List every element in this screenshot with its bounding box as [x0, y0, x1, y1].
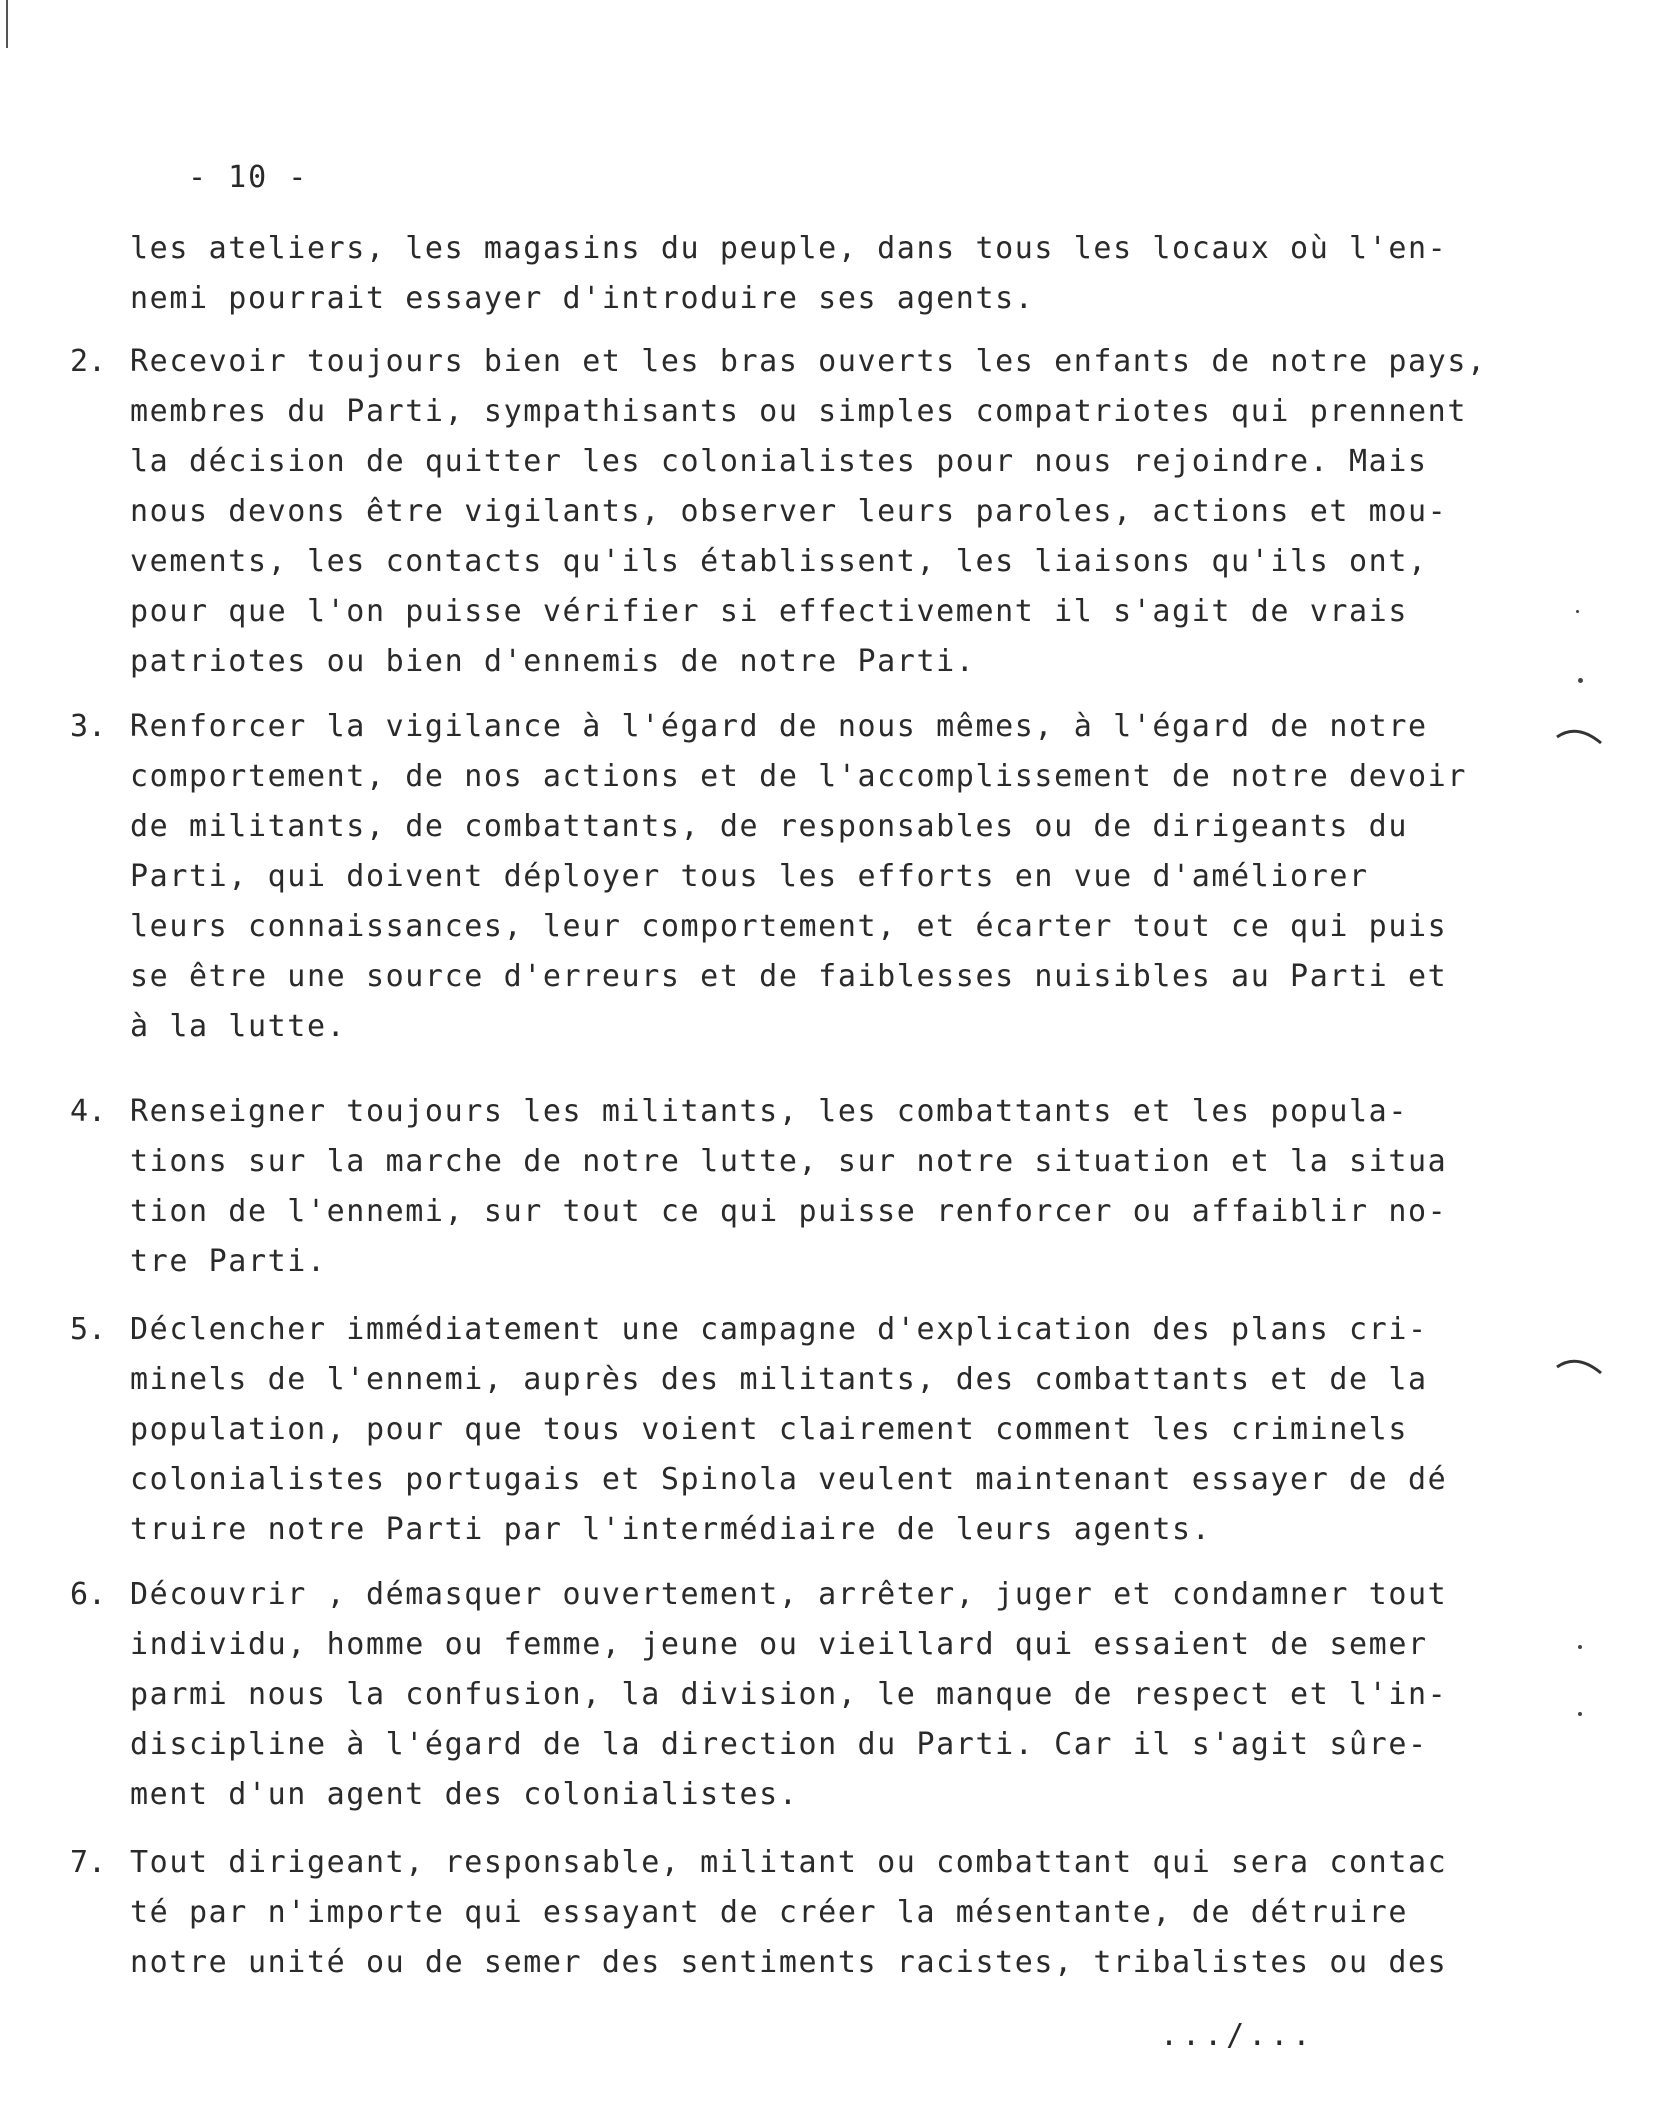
item-line: Tout dirigeant, responsable, militant ou combattant qui sera contac — [130, 1845, 1448, 1880]
continuation-mark: .../... — [1160, 2018, 1315, 2053]
item-line: Parti, qui doivent déployer tous les efforts en vue d'améliorer — [130, 859, 1369, 894]
item-line: leurs connaissances, leur comportement, et écarter tout ce qui puis — [130, 909, 1448, 944]
item-number: 7. — [70, 1845, 107, 1880]
page-number: - 10 - — [188, 160, 309, 195]
item-line: patriotes ou bien d'ennemis de notre Parti. — [130, 644, 976, 679]
item-number: 5. — [70, 1312, 107, 1347]
item-line: té par n'importe qui essayant de créer la mésentante, de détruire — [130, 1895, 1408, 1930]
item-line: Recevoir toujours bien et les bras ouverts les enfants de notre pays, — [130, 344, 1487, 379]
scan-speck — [1578, 678, 1583, 683]
item-line: population, pour que tous voient clairement comment les criminels — [130, 1412, 1408, 1447]
item-line: nous devons être vigilants, observer leurs paroles, actions et mou- — [130, 494, 1448, 529]
item-line: individu, homme ou femme, jeune ou vieillard qui essaient de semer — [130, 1627, 1428, 1662]
item-line: membres du Parti, sympathisants ou simples compatriotes qui prennent — [130, 394, 1467, 429]
item-line: minels de l'ennemi, auprès des militants, des combattants et de la — [130, 1362, 1428, 1397]
item-line: ment d'un agent des colonialistes. — [130, 1777, 799, 1812]
item-line: Déclencher immédiatement une campagne d'explication des plans cri- — [130, 1312, 1428, 1347]
item-line: truire notre Parti par l'intermédiaire de leurs agents. — [130, 1512, 1212, 1547]
item-line: se être une source d'erreurs et de faiblesses nuisibles au Parti et — [130, 959, 1448, 994]
item-number: 6. — [70, 1577, 107, 1612]
scan-curl-mark — [1555, 1355, 1605, 1385]
item-line: parmi nous la confusion, la division, le manque de respect et l'in- — [130, 1677, 1448, 1712]
item-line: Renseigner toujours les militants, les combattants et les popula- — [130, 1094, 1408, 1129]
scan-speck — [1578, 1712, 1582, 1716]
item-line: tion de l'ennemi, sur tout ce qui puisse renforcer ou affaiblir no- — [130, 1194, 1448, 1229]
intro-line: les ateliers, les magasins du peuple, dans tous les locaux où l'en- — [130, 231, 1448, 266]
item-number: 4. — [70, 1094, 107, 1129]
item-line: notre unité ou de semer des sentiments racistes, tribalistes ou des — [130, 1945, 1448, 1980]
item-line: comportement, de nos actions et de l'accomplissement de notre devoir — [130, 759, 1467, 794]
item-line: vements, les contacts qu'ils établissent, les liaisons qu'ils ont, — [130, 544, 1428, 579]
item-number: 3. — [70, 709, 107, 744]
item-line: Renforcer la vigilance à l'égard de nous mêmes, à l'égard de notre — [130, 709, 1428, 744]
scan-speck — [1578, 1645, 1582, 1649]
intro-line: nemi pourrait essayer d'introduire ses agents. — [130, 281, 1035, 316]
item-number: 2. — [70, 344, 107, 379]
item-line: tions sur la marche de notre lutte, sur notre situation et la situa — [130, 1144, 1448, 1179]
item-line: la décision de quitter les colonialistes pour nous rejoindre. Mais — [130, 444, 1428, 479]
item-line: colonialistes portugais et Spinola veulent maintenant essayer de dé — [130, 1462, 1448, 1497]
item-line: de militants, de combattants, de responsables ou de dirigeants du — [130, 809, 1408, 844]
scan-curl-mark — [1555, 725, 1605, 755]
item-line: discipline à l'égard de la direction du Parti. Car il s'agit sûre- — [130, 1727, 1428, 1762]
page-edge-mark — [6, 0, 8, 48]
item-line: tre Parti. — [130, 1244, 327, 1279]
scan-speck — [1576, 610, 1579, 613]
item-line: Découvrir , démasquer ouvertement, arrêter, juger et condamner tout — [130, 1577, 1448, 1612]
item-line: pour que l'on puisse vérifier si effectivement il s'agit de vrais — [130, 594, 1408, 629]
item-line: à la lutte. — [130, 1009, 347, 1044]
